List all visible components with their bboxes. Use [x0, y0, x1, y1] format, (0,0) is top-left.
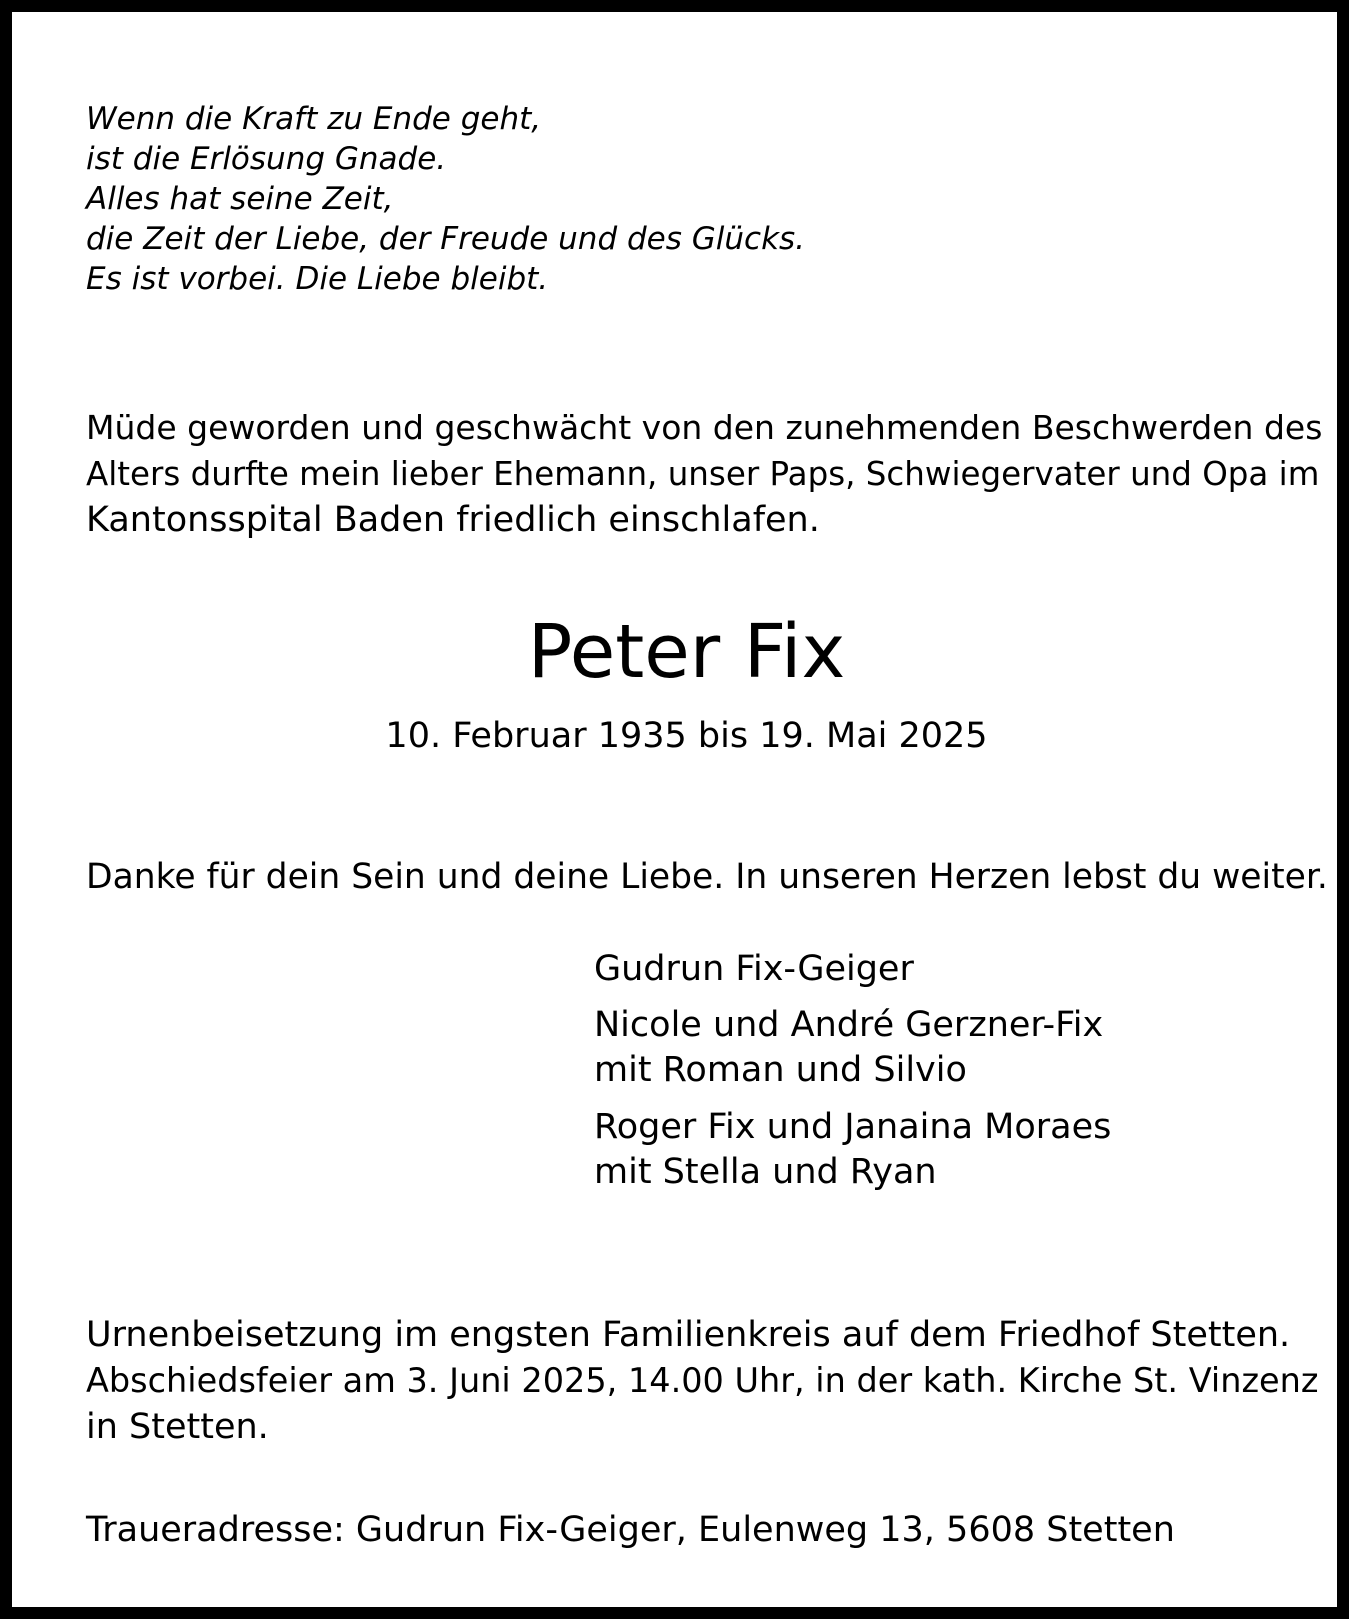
poem-line: Es ist vorbei. Die Liebe bleibt. [86, 261, 549, 297]
mourning-address: Traueradresse: Gudrun Fix-Geiger, Eulenweg 13, 5608 Stetten [86, 1510, 1175, 1550]
ceremony-line: Urnenbeisetzung im engsten Familienkreis auf dem Friedhof Stetten. [86, 1315, 1291, 1355]
family-member: Roger Fix und Janaina Moraes [594, 1107, 1112, 1147]
poem-line: Alles hat seine Zeit, [86, 181, 394, 217]
poem-line: ist die Erlösung Gnade. [86, 141, 447, 177]
ceremony-line: Abschiedsfeier am 3. Juni 2025, 14.00 Uhr, in der kath. Kirche St. Vinzenz [86, 1361, 1319, 1400]
family-member: Nicole und André Gerzner-Fix [594, 1005, 1104, 1045]
ceremony-line: in Stetten. [86, 1407, 269, 1447]
thanks-line: Danke für dein Sein und deine Liebe. In unseren Herzen lebst du weiter. [86, 857, 1328, 897]
life-dates: 10. Februar 1935 bis 19. Mai 2025 [385, 716, 988, 756]
poem-line: Wenn die Kraft zu Ende geht, [86, 101, 542, 137]
intro-line: Alters durfte mein lieber Ehemann, unser Paps, Schwiegervater und Opa im [86, 455, 1320, 493]
deceased-name: Peter Fix [527, 609, 846, 695]
intro-line: Kantonsspital Baden friedlich einschlafen. [86, 500, 820, 540]
intro-line: Müde geworden und geschwächt von den zunehmenden Beschwerden des [86, 408, 1323, 447]
family-member: mit Roman und Silvio [594, 1050, 967, 1090]
poem-line: die Zeit der Liebe, der Freude und des Glücks. [86, 221, 806, 257]
family-member: Gudrun Fix-Geiger [594, 949, 914, 989]
family-member: mit Stella und Ryan [594, 1152, 937, 1192]
